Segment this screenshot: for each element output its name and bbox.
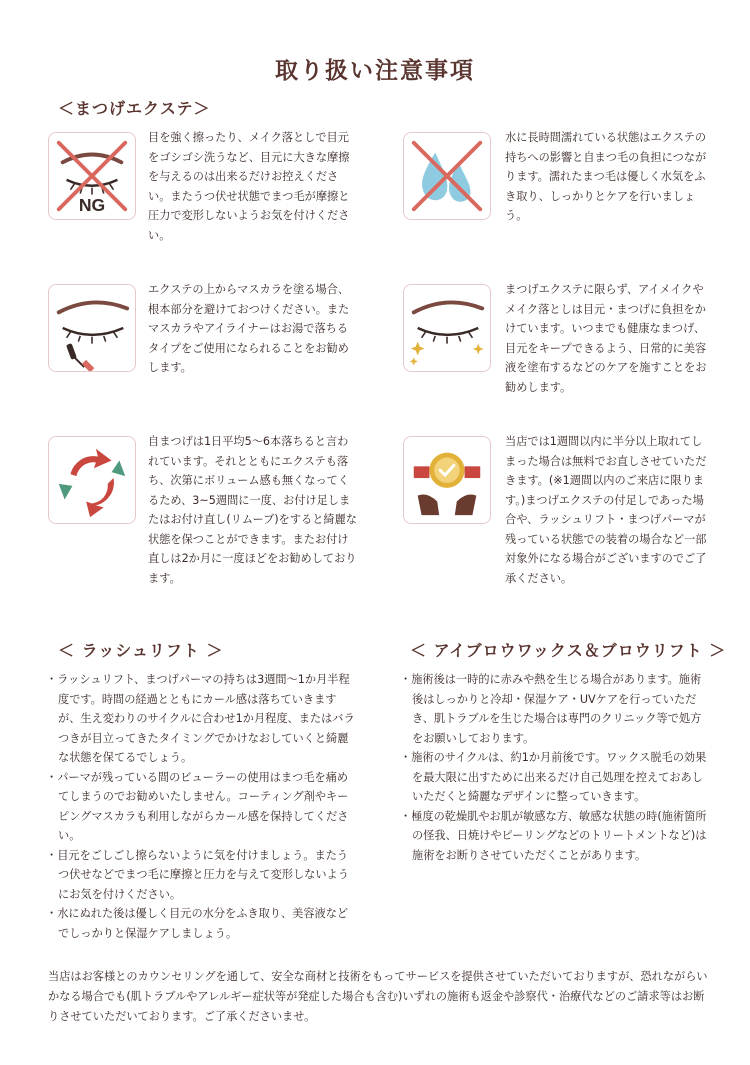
no-water-icon (403, 132, 491, 220)
item-text: エクステの上からマスカラを塗る場合、根本部分を避けておつけください。またマスカラやアイライナーはお湯で落ちるタイプをご使用になられることをお勧めします。 (148, 283, 350, 374)
lash-lift-list (46, 670, 356, 943)
list-item: ・ 施術のサイクルは、約1か月前後です。ワックス脱毛の効果を最大限に出すために出来るだけ自己処理を控えておあしいただくと綺麗なデザインに整っていきます。 (400, 748, 710, 807)
page-title: 取り扱い注意事項 (275, 58, 475, 84)
item-text: 目を強く擦ったり、メイク落としで目元をゴシゴシ洗うなど、目元に大きな摩擦を与えるのは出来るだけお控えください。またうつ伏せ状態でまつ毛が摩擦と圧力で変形しないようお気を付けください。 (148, 131, 350, 242)
item-text-body: 自まつげは1日平均5〜6本落ちると言われています。それとともにエクステも落ち、次第にボリューム感も無くなってくるため、3~5週間に一度、お付け足しまたはお付け直し(リムーブ)をすると綺麗な状態を保つことができます。またお付け直しは2か月に一度ほどをお勧めしております。 (148, 435, 357, 585)
item-text (505, 432, 710, 588)
eyelash-item-guarantee (403, 435, 713, 585)
eyelash-item-no-water (403, 132, 713, 252)
svg-text:NG: NG (78, 195, 106, 216)
eyelash-item-cycle (48, 435, 358, 585)
list-item: ・ 極度の乾燥肌やお肌が敏感な方、敏感な状態の時(施術箇所の怪我、日焼けやピーリングなどのトリートメントなど)は施術をお断りさせていただくことがあります。 (400, 807, 710, 866)
guarantee-badge-icon (403, 436, 491, 524)
item-text: まつげエクステに限らず、アイメイクやメイク落としは目元・まつげに負担をかけています。いつまでも健康なまつげ、目元をキープできるよう、日常的に美容液を塗布するなどのケアを施すことをお勧めします。 (505, 283, 707, 394)
list-item: ・ パーマが残っている間のビューラーの使用はまつ毛を痛めてしまうのでお勧めいたしません。コーティング剤やキーピングマスカラも利用しながらカール感を保持してください。 (46, 768, 356, 846)
list-item: ・ 目元をごしごし擦らないように気を付けましょう。またうつ伏せなどでまつ毛に摩擦と圧力を与えて変形しないようにお気を付けください。 (46, 846, 356, 905)
list-item: ・ ラッシュリフト、まつげパーマの持ちは3週間〜1か月半程度です。時間の経過とともにカール感は落ちていきますが、生え変わりのサイクルに合わせ1か月程度、またはバラつきが目立ってきたタイミングでかけなおしていくと綺麗な状態を保てるでしょう。 (46, 670, 356, 768)
lash-lift-section-heading: ＜ ラッシュリフト ＞ (58, 641, 224, 660)
brow-section-heading: ＜ アイブロウワックス＆ブロウリフト ＞ (410, 641, 727, 660)
list-item: ・ 水にぬれた後は優しく目元の水分をふき取り、美容液などでしっかりと保湿ケアしましょう。 (46, 904, 356, 943)
list-item: ・ 施術後は一時的に赤みや熱を生じる場合があります。施術後はしっかりと冷却・保湿ケア・UVケアを行っていただき、肌トラブルを生じた場合は専門のクリニック等で処方をお願いしております。 (400, 670, 710, 748)
item-text-body: 当店では1週間以内に半分以上取れてしまった場合は無料でお直しさせていただきます。(※1週間以内のご来店に限ります。)まつげエクステの付足しであった場合や、ラッシュリフト・まつげパーマが残っている状態での装着の場合など一部対象外になる場合がございますのでご了承ください。 (505, 435, 707, 585)
eyelash-item-no-rubbing (48, 132, 358, 252)
item-text: 水に長時間濡れている状態はエクステの持ちへの影響と自まつ毛の負担につながります。濡れたまつ毛は優しく水気をふき取り、しっかりとケアを行いましょう。 (505, 131, 707, 222)
no-rubbing-ng-icon (48, 132, 136, 220)
brow-list (400, 670, 710, 865)
eyelash-item-care (403, 284, 713, 394)
eyelash-item-mascara (48, 284, 358, 384)
sparkle-eye-icon (403, 284, 491, 372)
mascara-eye-icon (48, 284, 136, 372)
footer-disclaimer: 当店はお客様とのカウンセリングを通して、安全な商材と技術をもってサービスを提供させていただいておりますが、恐れながらいかなる場合でも(肌トラブルやアレルギー症状等が発症した場合も含む)いずれの施術も返金や診察代・治療代などのご請求等はお断りさせていただいております。ご了承くださいませ。 (48, 970, 708, 1023)
eyelash-section-heading: ＜まつげエクステ＞ (58, 99, 211, 118)
item-text (148, 432, 358, 588)
cycle-arrows-icon (48, 436, 136, 524)
